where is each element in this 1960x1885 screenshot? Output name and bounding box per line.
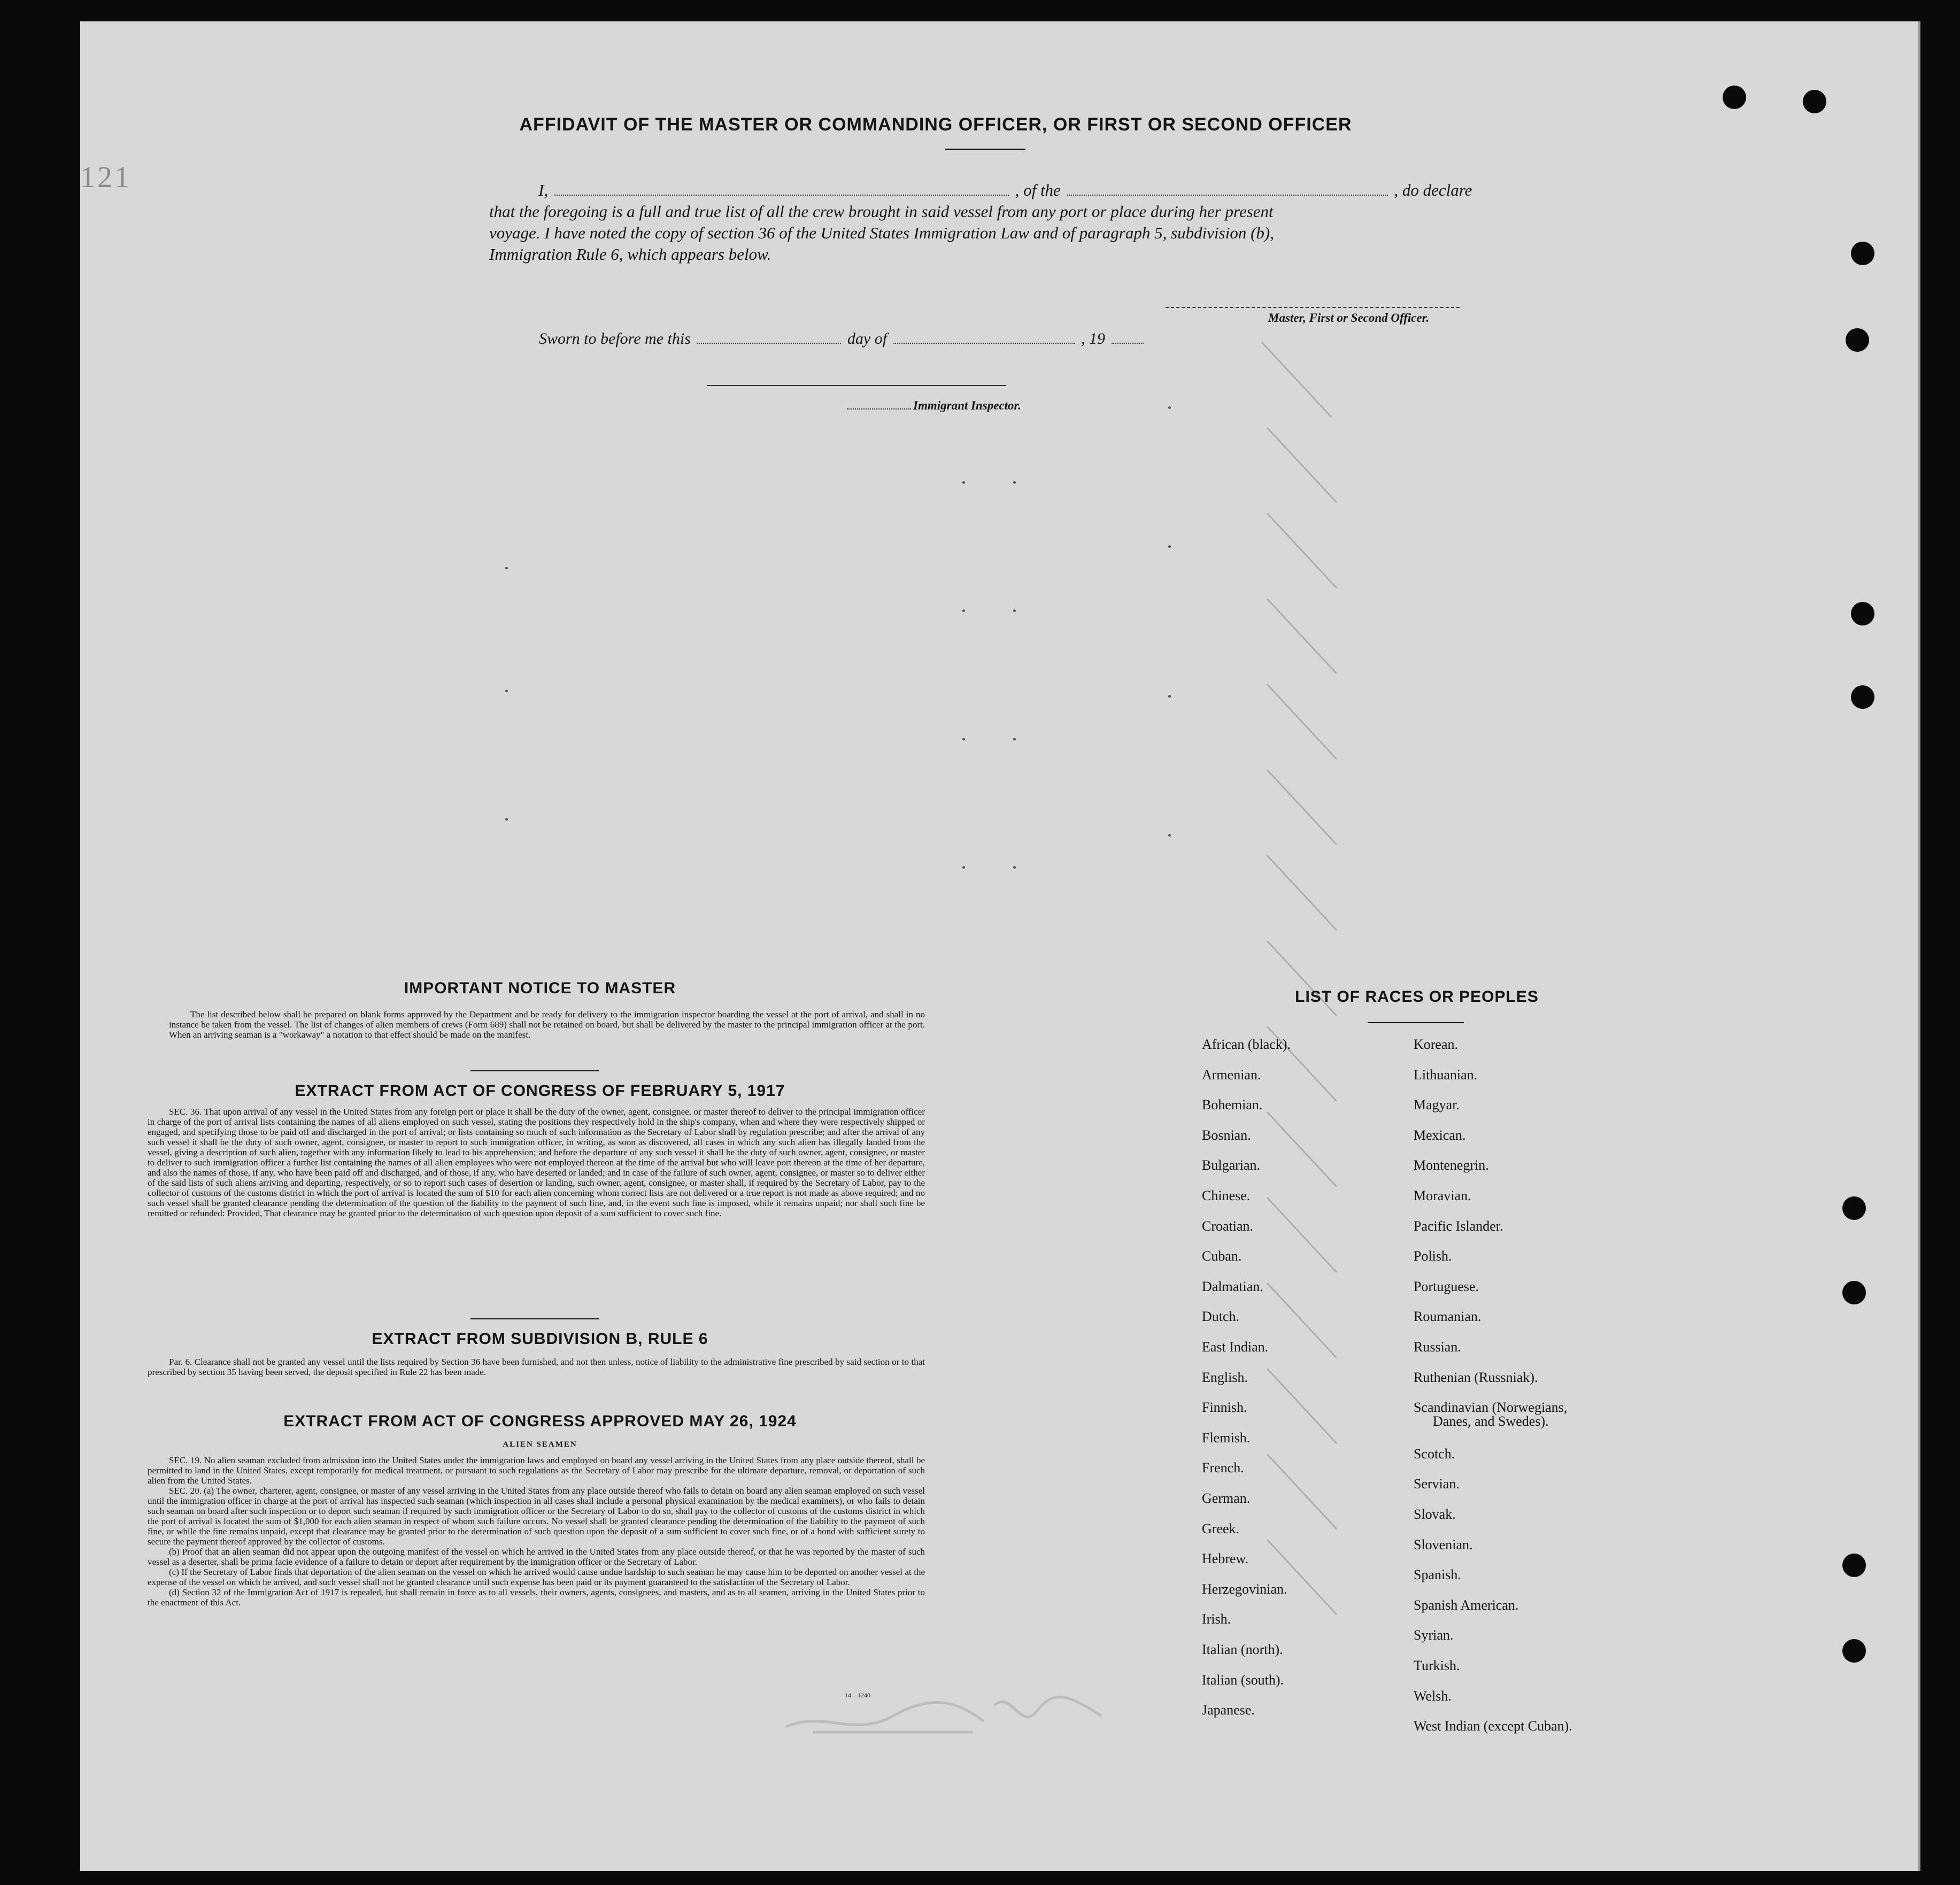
race-item: Polish. (1414, 1248, 1452, 1264)
punch-hole (1851, 242, 1874, 265)
race-item: Irish. (1202, 1611, 1231, 1627)
race-item: Scandinavian (Norwegians, (1414, 1400, 1568, 1416)
notice-paragraph: The list described below shall be prepared on blank forms approved by the Department and be ready for delivery to the immigration inspector boarding the vessel at the port of arrival, and shall in no instance be taken from the vessel. The list of changes of alien members of crews (Form 689) shall not be retained on board, but shall be delivered by the master to the principal immigration officer at the port. When an arriving seaman is a "workaway" a notation to that effect should be made on the manifest. (169, 1009, 925, 1040)
race-item: Syrian. (1414, 1627, 1454, 1643)
affidavit-line: voyage. I have noted the copy of section 36 of the United States Immigration Law and of paragraph 5, subdivision (b), (489, 223, 1274, 242)
divider (1368, 1022, 1464, 1023)
form-number: 14—1240 (845, 1691, 870, 1699)
notice-text (169, 1009, 925, 1040)
race-item: Italian (north). (1202, 1642, 1283, 1657)
race-item: African (black). (1202, 1037, 1291, 1052)
race-item: Pacific Islander. (1414, 1218, 1503, 1234)
race-item: Welsh. (1414, 1688, 1452, 1704)
race-item: Servian. (1414, 1476, 1460, 1492)
column-dot (962, 738, 965, 740)
column-dot (1168, 545, 1171, 548)
race-item: Japanese. (1202, 1702, 1255, 1718)
race-item: Slovak. (1414, 1507, 1456, 1522)
name-blank[interactable] (554, 194, 1009, 196)
column-dot (1013, 609, 1016, 612)
do-declare-label: , do declare (1394, 181, 1472, 199)
race-item: Korean. (1414, 1037, 1459, 1052)
races-title: LIST OF RACES OR PEOPLES (1295, 988, 1539, 1006)
race-item: Roumanian. (1414, 1309, 1481, 1325)
extract-rule6-title: EXTRACT FROM SUBDIVISION B, RULE 6 (372, 1330, 708, 1348)
inspector-signature-line (707, 385, 1006, 386)
pencil-tick-marks (1256, 331, 1374, 1775)
race-item: Herzegovinian. (1202, 1581, 1287, 1597)
race-item: Danes, and Swedes). (1433, 1413, 1549, 1430)
inspector-caption (845, 399, 1021, 413)
day-of-label: day of (847, 330, 888, 347)
divider (470, 1318, 599, 1319)
column-dot (1168, 834, 1171, 837)
race-item: Russian. (1414, 1339, 1461, 1355)
of-the-label: , of the (1015, 181, 1061, 199)
race-item: West Indian (except Cuban). (1414, 1718, 1572, 1734)
extract-rule6-text (148, 1357, 925, 1377)
extract-1924-paragraph: (d) Section 32 of the Immigration Act of 1917 is repealed, but shall remain in force as to all vessels, their owners, agents, consignees, and masters, and as to all seamen, arriving in the United States prior to the enactment of this Act. (148, 1587, 925, 1608)
extract-1917-title: EXTRACT FROM ACT OF CONGRESS OF FEBRUARY 5, 1917 (295, 1082, 785, 1100)
alien-seamen-subhead: ALIEN SEAMEN (503, 1440, 577, 1449)
punch-hole (1851, 602, 1874, 625)
punch-hole (1851, 685, 1874, 709)
affidavit-line: that the foregoing is a full and true list of all the crew brought in said vessel from any port or place during her present (489, 202, 1274, 221)
vessel-blank[interactable] (1067, 194, 1388, 196)
punch-hole (1803, 90, 1826, 113)
extract-1924-paragraph: (c) If the Secretary of Labor finds that deportation of the alien seaman on the vessel on which he arrived would cause undue hardship to such seaman he may cause him to be deported on another vessel at the expense of the vessel on which he arrived, and such vessel shall not be granted clearance until such expense has been paid or its payment guaranteed to the satisfaction of the Secretary of Labor. (148, 1567, 925, 1587)
column-dot (1168, 695, 1171, 698)
race-item: Cuban. (1202, 1248, 1242, 1264)
divider (945, 149, 1025, 150)
column-dot (505, 567, 508, 569)
affidavit-line: Immigration Rule 6, which appears below. (489, 245, 771, 264)
inspector-blank (847, 408, 911, 410)
race-item: Flemish. (1202, 1430, 1251, 1446)
race-item: Bosnian. (1202, 1127, 1251, 1143)
race-item: Greek. (1202, 1520, 1240, 1536)
divider (470, 1070, 599, 1071)
punch-hole (1723, 86, 1746, 109)
column-dot (1168, 406, 1171, 409)
race-item: Slovenian. (1414, 1536, 1473, 1552)
punch-hole (1842, 1554, 1866, 1577)
margin-mark: 121 (80, 161, 132, 194)
punch-hole (1842, 1196, 1866, 1220)
notice-title: IMPORTANT NOTICE TO MASTER (404, 979, 676, 997)
master-caption: Master, First or Second Officer. (1268, 311, 1430, 325)
race-item: Montenegrin. (1414, 1157, 1489, 1173)
race-item: Bulgarian. (1202, 1157, 1261, 1173)
race-item: East Indian. (1202, 1339, 1269, 1355)
extract-1924-paragraph: SEC. 20. (a) The owner, charterer, agent, consignee, or master of any vessel arriving in the United States from any place outside thereof who fails to detain on board any alien seaman employed on such vessel until the immigration officer in charge at the port of arrival has inspected such seaman (which inspection in all cases shall include a personal physical examination by the medical examiners), or who fails to detain such seaman on board after such inspection or to deport such seaman if required by such immigration officer or the Secretary of Labor to do so, shall pay to the collector of customs of the customs district in which the port of arrival is located the sum of $1,000 for each alien seaman in respect of whom such failure occurs. No vessel shall be granted clearance pending the determination of the liability to the payment of such fine, or while the fine remains unpaid, except that clearance may be granted prior to the determination of such question upon the deposit of a sum sufficient to cover such fine, or of a bond with sufficient surety to secure the payment thereof approved by the collector of customs. (148, 1486, 925, 1547)
race-item: Croatian. (1202, 1218, 1254, 1234)
column-dot (1013, 866, 1016, 869)
punch-hole (1842, 1639, 1866, 1663)
race-item: Spanish. (1414, 1567, 1461, 1583)
race-item: Scotch. (1414, 1446, 1455, 1462)
year-blank[interactable] (1112, 342, 1144, 344)
race-item: Ruthenian (Russniak). (1414, 1369, 1538, 1385)
race-item: Dutch. (1202, 1309, 1240, 1325)
sworn-prefix: Sworn to before me this (539, 330, 691, 347)
column-dot (505, 690, 508, 692)
column-dot (1013, 481, 1016, 484)
race-item: Spanish American. (1414, 1597, 1519, 1613)
extract-1924-text (148, 1455, 925, 1608)
column-dot (962, 609, 965, 612)
extract-rule6-paragraph: Par. 6. Clearance shall not be granted any vessel until the lists required by Section 36 have been furnished, and not then unless, notice of liability to the administrative fine prescribed by said section or to that prescribed by section 35 having been served, the deposit specified in Rule 22 has been made. (148, 1357, 925, 1377)
race-item: Chinese. (1202, 1188, 1251, 1203)
race-item: French. (1202, 1460, 1244, 1476)
sworn-line (539, 328, 1234, 350)
extract-1917-text (148, 1107, 925, 1218)
race-item: Hebrew. (1202, 1551, 1249, 1567)
signature-line (1166, 307, 1460, 308)
race-item: German. (1202, 1490, 1251, 1506)
inspector-caption-text: Immigrant Inspector. (913, 399, 1021, 412)
race-item: Bohemian. (1202, 1097, 1263, 1113)
extract-1924-paragraph: SEC. 19. No alien seaman excluded from admission into the United States under the immigration laws and employed on board any vessel arriving in the United States from any place outside thereof, shall be permitted to land in the United States, except temporarily for medical treatment, or pursuant to such regulations as the Secretary of Labor may prescribe for the ultimate departure, removal, or deportation of such alien from the United States. (148, 1455, 925, 1486)
signature-stamp (781, 1679, 1123, 1743)
race-item: Moravian. (1414, 1188, 1471, 1203)
i-label: I, (538, 181, 549, 199)
month-blank[interactable] (893, 342, 1075, 344)
punch-hole (1846, 328, 1869, 352)
column-dot (962, 481, 965, 484)
punch-hole (1842, 1281, 1866, 1304)
race-item: Armenian. (1202, 1067, 1261, 1083)
year-prefix: , 19 (1081, 330, 1106, 347)
column-dot (1013, 738, 1016, 740)
extract-1924-paragraph: (b) Proof that an alien seaman did not appear upon the outgoing manifest of the vessel on which he arrived in the United States from any place outside thereof, or that he was reported by the master of such vessel as a deserter, shall be prima facie evidence of a failure to detain or deport after requirement by the immigration officer or the Secretary of Labor. (148, 1547, 925, 1567)
race-item: Mexican. (1414, 1127, 1466, 1143)
day-blank[interactable] (697, 342, 841, 344)
affidavit-declaration (489, 180, 1505, 265)
column-dot (962, 866, 965, 869)
race-item: Portuguese. (1414, 1278, 1479, 1294)
column-dot (505, 818, 508, 821)
extract-1917-paragraph: SEC. 36. That upon arrival of any vessel in the United States from any foreign port or place it shall be the duty of the owner, agent, consignee, or master thereof to deliver to the principal immigration officer in charge of the port of arrival lists containing the names of all aliens employed on such vessel, stating the positions they respectively hold in the ship's company, when and where they were respectively shipped or engaged, and specifying those to be paid off and discharged in the port of arrival; or lists containing so much of such information as the Secretary of Labor shall by regulation prescribe; and after the arrival of any such vessel it shall be the duty of such owner, agent, consignee, or master to report to such immigration officer, in writing, as soon as discovered, all cases in which any such alien has illegally landed from the vessel, giving a description of such alien, together with any information likely to lead to his apprehension; and before the departure of any such vessel it shall be the duty of such owner, agent, consignee, or master to deliver to such immigration officer a further list containing the names of all alien employees who were not employed thereon at the time of the arrival but who will leave port thereon at the time of her departure, and also the names of those, if any, who have been paid off and discharged, and of those, if any, who have deserted or landed; and in case of the failure of such owner, agent, consignee, or master so to deliver either of the said lists of such aliens arriving and departing, respectively, or so to report such cases of desertion or landing, such owner, agent, consignee, or master shall, if required by the Secretary of Labor, pay to the collector of customs of the customs district in which the port of arrival is located the sum of $10 for each alien concerning whom correct lists are not delivered or a true report is not made as above required; and no such vessel shall be granted clearance pending the determination of the question of the liability to the payment of such fine, and, in the event such fine is imposed, while it remains unpaid; nor shall such fine be remitted or refunded: Provided, That clearance may be granted prior to the determination of such question upon deposit of a sum sufficient to cover such fine. (148, 1107, 925, 1218)
affidavit-title: AFFIDAVIT OF THE MASTER OR COMMANDING OFFICER, OR FIRST OR SECOND OFFICER (519, 114, 1352, 135)
race-item: Magyar. (1414, 1097, 1460, 1113)
race-item: Finnish. (1202, 1400, 1247, 1416)
extract-1924-title: EXTRACT FROM ACT OF CONGRESS APPROVED MAY 26, 1924 (283, 1412, 797, 1430)
race-item: Turkish. (1414, 1658, 1460, 1673)
race-item: Dalmatian. (1202, 1278, 1263, 1294)
race-item: Lithuanian. (1414, 1067, 1478, 1083)
race-item: English. (1202, 1369, 1248, 1385)
race-item: Italian (south). (1202, 1672, 1284, 1688)
